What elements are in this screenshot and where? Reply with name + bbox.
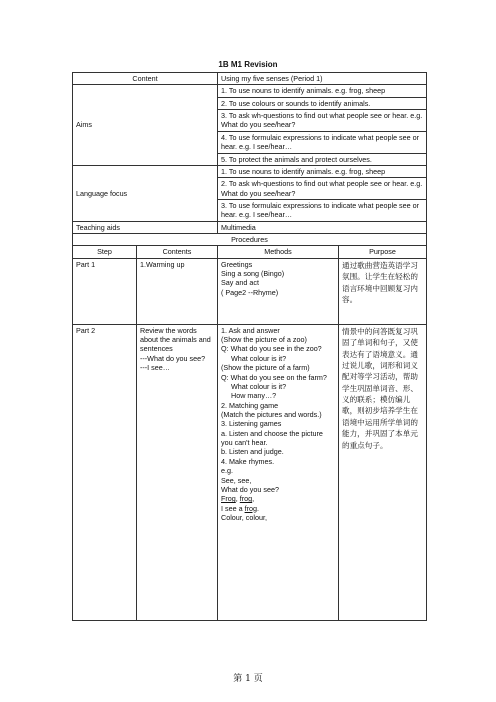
language-focus-item: 3. To use formulaic expressions to indicate what people see or hear. e.g. I see/hear…	[218, 199, 427, 221]
content-row	[73, 73, 427, 85]
aim-item: 5. To protect the animals and protect ourselves.	[218, 153, 427, 165]
part1-methods	[218, 258, 339, 324]
content-label: Content	[73, 73, 218, 85]
teaching-aids-label: Teaching aids	[73, 221, 218, 233]
aims-label: Aims	[73, 85, 218, 166]
rhyme-sep: ,	[252, 494, 255, 504]
aim-item: 1. To use nouns to identify animals. e.g. frog, sheep	[218, 85, 427, 97]
method-line: Q: What do you see in the zoo?	[221, 344, 322, 354]
method-line: 3. Listening games	[221, 419, 282, 429]
method-line: e.g.	[221, 466, 233, 476]
method-line: What do you see?	[221, 484, 279, 494]
part1-purpose: 通过歌曲营造英语学习氛围。让学生在轻松的语言环境中回顾复习内容。	[339, 258, 427, 324]
page-footer: 第 1 页	[233, 674, 263, 684]
method-line: See, see,	[221, 475, 252, 485]
language-focus-item: 1. To use nouns to identify animals. e.g. frog, sheep	[218, 165, 427, 177]
method-line: Greetings	[221, 259, 253, 269]
method-line	[221, 504, 335, 513]
procedures-heading: Procedures	[73, 234, 427, 246]
part1-row	[73, 258, 427, 324]
method-line: Colour, colour,	[221, 512, 267, 522]
method-line: Q: What do you see on the farm?	[221, 372, 327, 382]
contents-line: ---I see…	[140, 363, 170, 373]
language-focus-item: 2. To ask wh-questions to find out what people see or hear. e.g. What do you see/hear?	[218, 178, 427, 200]
method-line: (Show the picture of a zoo)	[221, 335, 307, 345]
method-line: 4. Make rhymes.	[221, 456, 275, 466]
contents-line: ---What do you see?	[140, 353, 206, 363]
part2-contents	[137, 324, 218, 620]
contents-line: Review the words about the animals and sentences	[140, 325, 211, 354]
rhyme-sep: .	[256, 503, 259, 513]
rhyme-word: frog	[244, 503, 257, 513]
content-value: Using my five senses (Period 1)	[218, 73, 427, 85]
procedures-header-row	[73, 246, 427, 258]
method-line: Sing a song (Bingo)	[221, 269, 285, 279]
method-line	[221, 494, 335, 503]
method-line: 1. Ask and answer	[221, 325, 280, 335]
rhyme-text: I see a	[221, 503, 245, 513]
aim-item: 4. To use formulaic expressions to indicate what people see or hear. e.g. I see/hear…	[218, 131, 427, 153]
header-step: Step	[73, 246, 137, 258]
language-focus-row	[73, 165, 427, 177]
teaching-aids-value: Multimedia	[218, 221, 427, 233]
aims-row	[73, 85, 427, 97]
lesson-plan-table	[72, 72, 427, 621]
document-title: 1B M1 Revision	[218, 60, 278, 69]
method-line: How many…?	[231, 391, 277, 401]
method-line: ( Page2 --Rhyme)	[221, 287, 279, 297]
rhyme-sep: ,	[235, 494, 240, 504]
part2-row	[73, 324, 427, 620]
header-methods: Methods	[218, 246, 339, 258]
header-contents: Contents	[137, 246, 218, 258]
rhyme-word: frog	[239, 494, 253, 504]
part2-step: Part 2	[73, 324, 137, 620]
aim-item: 2. To use colours or sounds to identify animals.	[218, 97, 427, 109]
rhyme-word: Frog	[221, 494, 236, 504]
method-line: 2. Matching game	[221, 400, 279, 410]
method-line: What colour is it?	[231, 381, 287, 391]
part1-step: Part 1	[73, 258, 137, 324]
method-line: (Match the pictures and words.)	[221, 409, 322, 419]
language-focus-label: Language focus	[73, 165, 218, 221]
header-purpose: Purpose	[339, 246, 427, 258]
part1-contents: 1.Warming up	[137, 258, 218, 324]
aim-item: 3. To ask wh-questions to find out what people see or hear. e.g. What do you see/hear?	[218, 110, 427, 132]
method-line: (Show the picture of a farm)	[221, 363, 310, 373]
method-line: What colour is it?	[231, 353, 287, 363]
method-line: b. Listen and judge.	[221, 447, 284, 457]
teaching-aids-row	[73, 221, 427, 233]
method-line: Say and act	[221, 278, 259, 288]
part2-purpose: 情景中的问答既复习巩固了单词和句子，又使表达有了语境意义。通过说儿歌，词形和词义配对等学习活动，帮助学生巩固单词音、形、义的联系；模仿编儿歌，则初步培养学生在语境中运用所学单词的能力，并巩固了本单元的重点句子。	[339, 324, 427, 620]
procedures-row	[73, 234, 427, 246]
method-line: a. Listen and choose the picture you can't hear.	[221, 428, 323, 448]
part2-methods	[218, 324, 339, 620]
